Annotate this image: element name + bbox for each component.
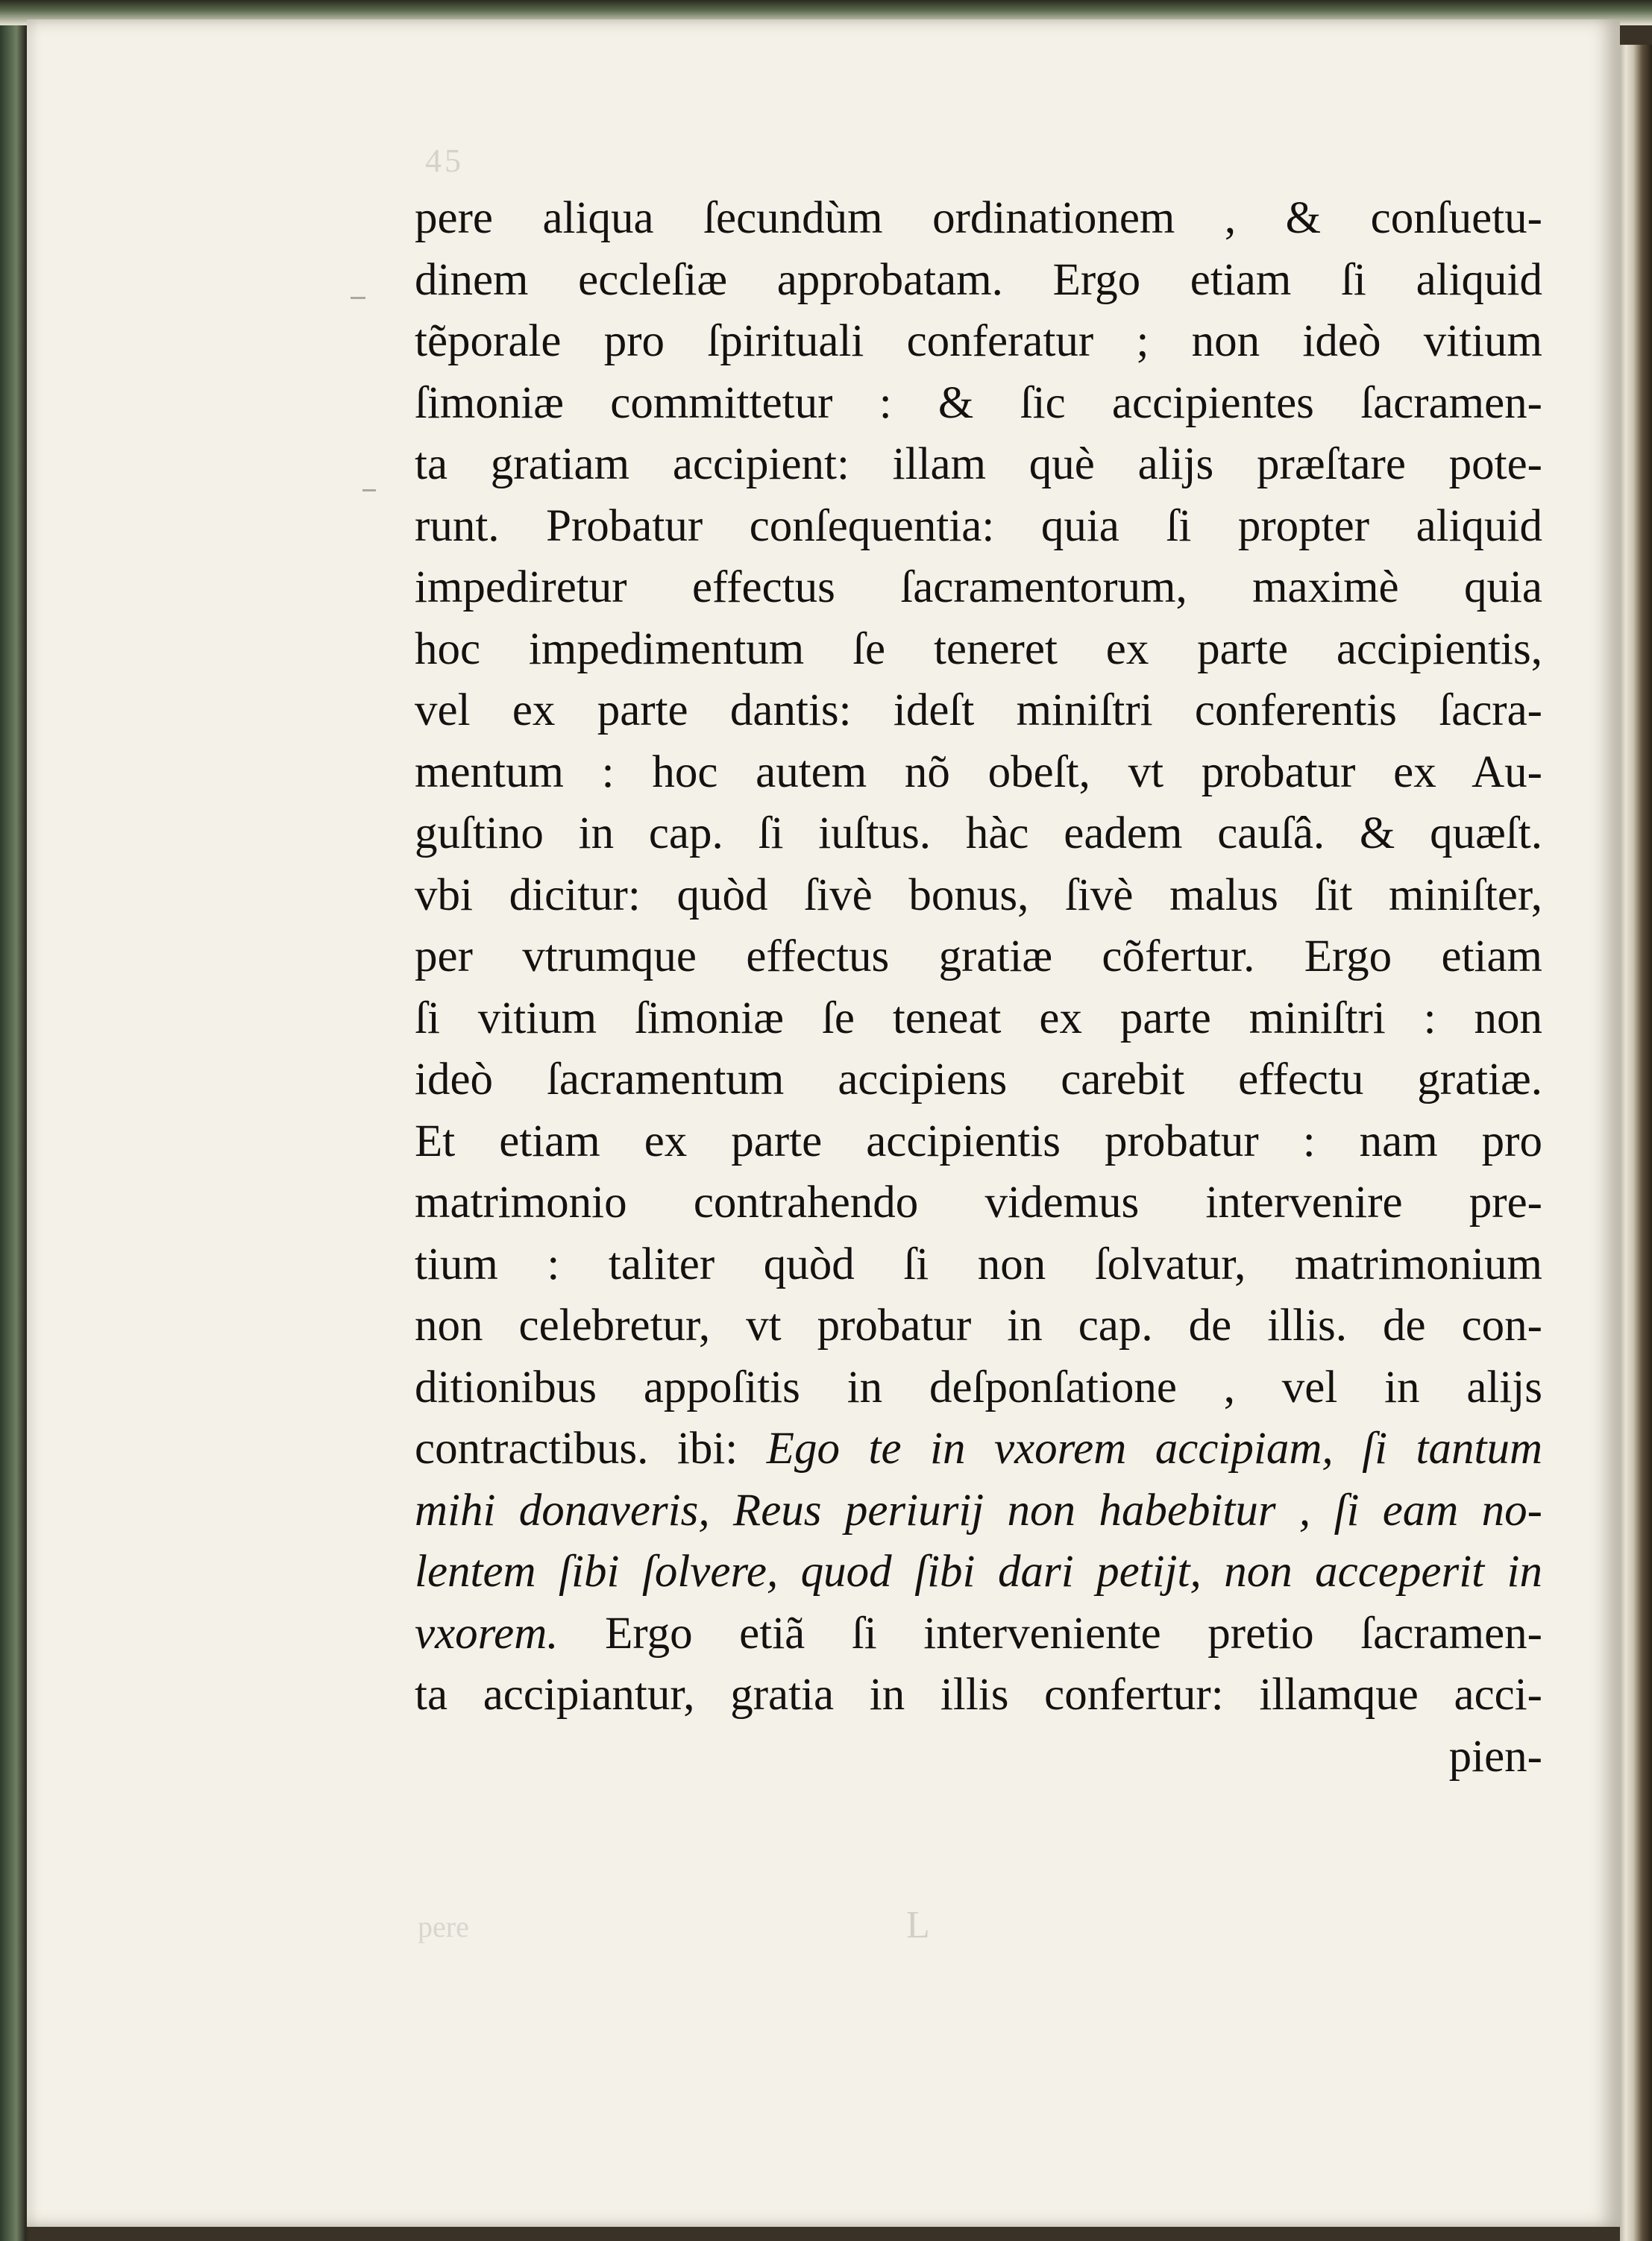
- text-line: Et etiam ex parte accipientis probatur : nam pro: [415, 1116, 1542, 1166]
- italic-quotation: Ego te in vxorem accipiam, ſi tantum: [766, 1424, 1542, 1474]
- text-line: mentum : hoc autem nõ obeſt, vt probatur ex Au-: [415, 747, 1542, 797]
- text-line: contractibus. ibi: Ego te in vxorem accipiam, ſi tantum: [415, 1424, 1542, 1474]
- text-line: ſimoniæ committetur : & ſic accipientes ſacramen-: [415, 377, 1542, 428]
- show-through-text: pere: [418, 1910, 469, 1943]
- text-line: pere aliqua ſecundùm ordinationem , & conſuetu-: [415, 193, 1542, 243]
- text-line: ta gratiam accipient: illam què alijs præſtare pote-: [415, 439, 1542, 489]
- text-line: tium : taliter quòd ſi non ſolvatur, matrimonium: [415, 1239, 1542, 1289]
- text-line: dinem eccleſiæ approbatam. Ergo etiam ſi aliquid: [415, 254, 1542, 305]
- text-line: guſtino in cap. ſi iuſtus. hàc eadem cauſâ. & quæſt.: [415, 808, 1542, 858]
- show-through-signature: L: [906, 1904, 930, 1946]
- margin-mark: [362, 489, 376, 491]
- italic-quotation: mihi donaveris, Reus periurij non habebitur , ſi eam no-: [415, 1485, 1542, 1536]
- italic-quotation: lentem ſibi ſolvere, quod ſibi dari petijt, non acceperit in: [415, 1547, 1542, 1597]
- text-line: ideò ſacramentum accipiens carebit effectu gratiæ.: [415, 1055, 1542, 1104]
- body-text: [415, 188, 1542, 1788]
- folio-number: 45: [425, 142, 464, 179]
- text-line: matrimonio contrahendo videmus intervenire pre-: [415, 1178, 1542, 1228]
- text-line: vxorem. Ergo etiã ſi interveniente pretio ſacramen-: [415, 1608, 1542, 1659]
- text-line: [415, 1480, 1542, 1542]
- text-line: vbi dicitur: quòd ſivè bonus, ſivè malus ſit miniſter,: [415, 870, 1542, 920]
- text-line: vel ex parte dantis: ideſt miniſtri conferentis ſacra-: [415, 685, 1542, 735]
- catchword: pien-: [1448, 1731, 1542, 1782]
- text-line: impediretur effectus ſacramentorum, maximè quia: [415, 562, 1542, 612]
- text-line: runt. Probatur conſequentia: quia ſi propter aliquid: [415, 500, 1542, 551]
- text-line: ditionibus appoſitis in deſponſatione , vel in alijs: [415, 1362, 1542, 1412]
- text-line: non celebretur, vt probatur in cap. de illis. de con-: [415, 1301, 1542, 1351]
- text-line: hoc impedimentum ſe teneret ex parte accipientis,: [415, 623, 1542, 674]
- text-line: ta accipiantur, gratia in illis confertur: illamque acci-: [415, 1670, 1542, 1720]
- text-line: ſi vitium ſimoniæ ſe teneat ex parte miniſtri : non: [415, 993, 1542, 1043]
- text-line: per vtrumque effectus gratiæ cõfertur. Ergo etiam: [415, 931, 1542, 981]
- margin-mark: [351, 297, 365, 299]
- page-gutter: [1620, 45, 1652, 2241]
- italic-quotation: vxorem.: [415, 1608, 559, 1659]
- text-line: tẽporale pro ſpirituali conferatur ; non ideò vitium: [415, 316, 1542, 366]
- text-line: [415, 1541, 1542, 1603]
